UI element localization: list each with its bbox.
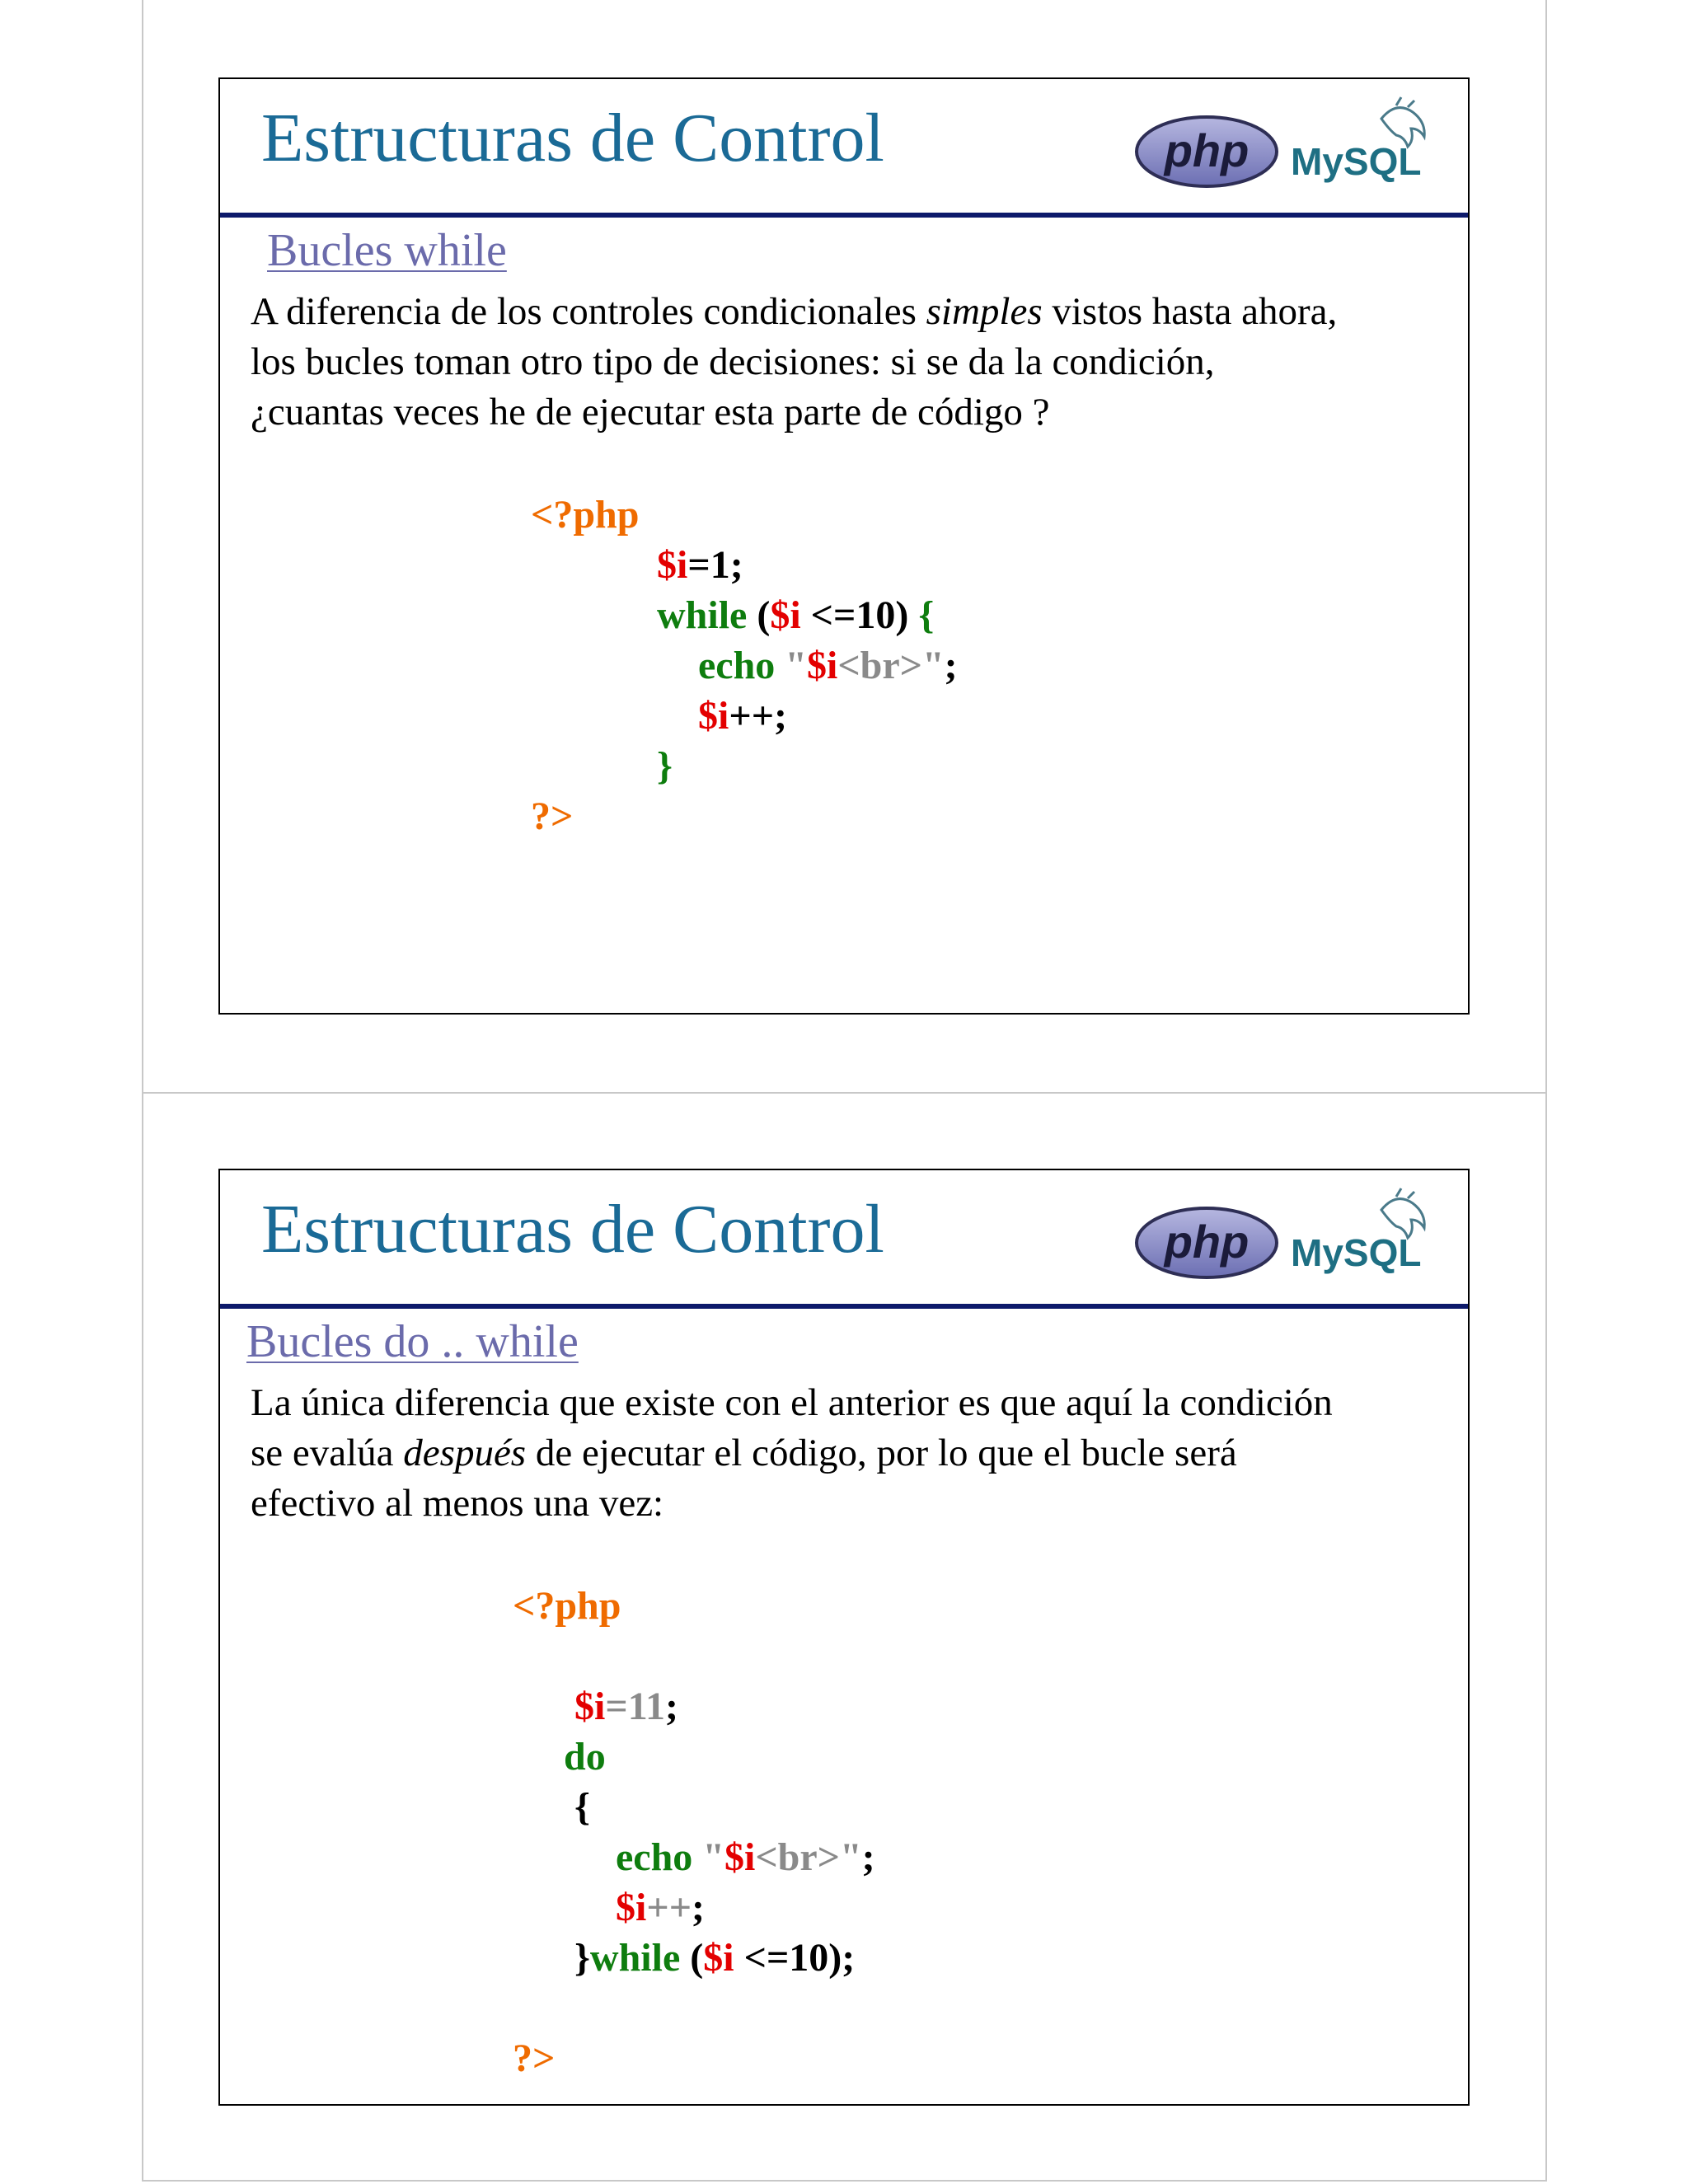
page-divider bbox=[142, 1092, 1547, 1094]
svg-text:MySQL: MySQL bbox=[1291, 140, 1422, 183]
intro-paragraph bbox=[251, 287, 1454, 438]
paragraph-line: ¿cuantas veces he de ejecutar esta parte de código ? bbox=[251, 391, 1050, 434]
paragraph-line: se evalúa después de ejecutar el código, por lo que el bucle será bbox=[251, 1432, 1237, 1474]
paragraph-line: La única diferencia que existe con el anterior es que aquí la condición bbox=[251, 1381, 1333, 1424]
php-mysql-logo bbox=[1134, 94, 1451, 193]
paragraph-line: A diferencia de los controles condicionales simples vistos hasta ahora, bbox=[251, 290, 1338, 333]
svg-text:MySQL: MySQL bbox=[1291, 1231, 1422, 1274]
code-line: $i++; bbox=[698, 694, 788, 738]
php-mysql-logo bbox=[1134, 1185, 1451, 1284]
section-subtitle: Bucles while bbox=[267, 225, 507, 276]
code-block bbox=[513, 1581, 875, 2083]
svg-text:php: php bbox=[1164, 1216, 1250, 1268]
code-close-tag: ?> bbox=[513, 2036, 556, 2080]
code-line: }while ($i <=10); bbox=[574, 1936, 856, 1980]
section-subtitle: Bucles do .. while bbox=[246, 1316, 579, 1367]
code-line: while ($i <=10) { bbox=[657, 593, 935, 637]
title-rule bbox=[220, 213, 1468, 218]
slide-title: Estructuras de Control bbox=[261, 1191, 884, 1268]
code-block bbox=[531, 490, 958, 942]
code-open-tag: <?php bbox=[531, 493, 640, 537]
slide-while bbox=[218, 77, 1470, 1015]
paragraph-line: efectivo al menos una vez: bbox=[251, 1482, 664, 1525]
slide-do-while bbox=[218, 1169, 1470, 2106]
slide-title: Estructuras de Control bbox=[261, 100, 884, 176]
svg-text:php: php bbox=[1164, 124, 1250, 176]
code-line: { bbox=[574, 1785, 590, 1829]
intro-paragraph bbox=[251, 1378, 1454, 1529]
title-rule bbox=[220, 1304, 1468, 1309]
paragraph-line: los bucles toman otro tipo de decisiones: si se da la condición, bbox=[251, 340, 1215, 383]
code-line: $i=11; bbox=[574, 1685, 679, 1728]
code-line: echo "$i<br>"; bbox=[616, 1835, 875, 1879]
code-line: $i++; bbox=[616, 1886, 706, 1929]
code-close-tag: ?> bbox=[531, 794, 574, 838]
code-line: do bbox=[564, 1735, 606, 1779]
code-open-tag: <?php bbox=[513, 1584, 621, 1628]
code-line: } bbox=[657, 744, 673, 788]
code-line: echo "$i<br>"; bbox=[698, 644, 958, 687]
code-line: $i=1; bbox=[657, 543, 743, 587]
